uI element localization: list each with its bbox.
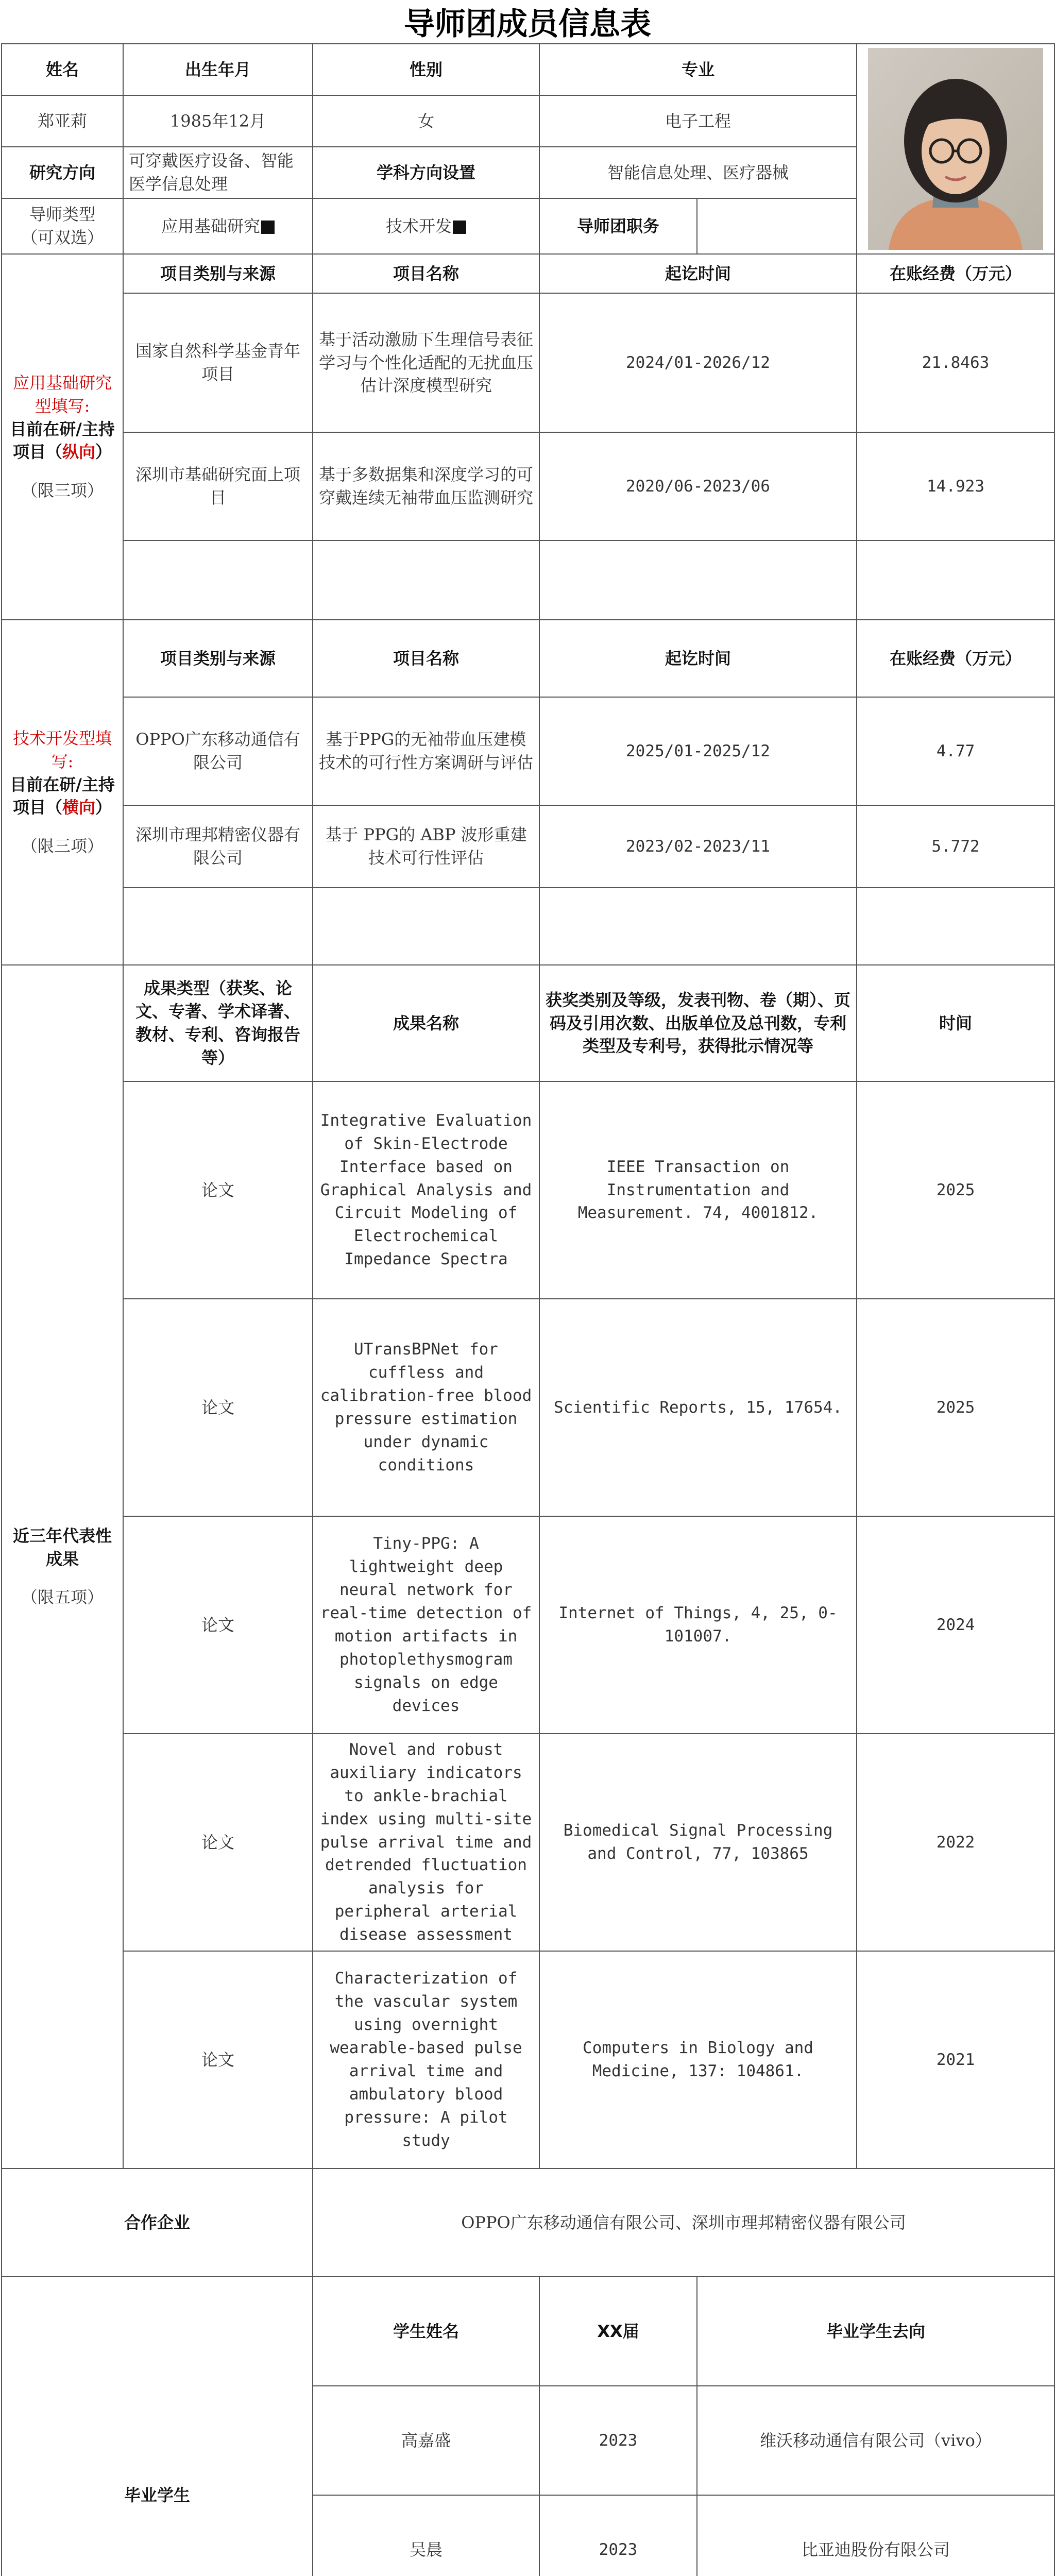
mentor-birth: 1985年12月	[123, 95, 313, 147]
achievement-year: 2022	[857, 1734, 1054, 1951]
tech-dev-desc: 目前在研/主持项目（	[10, 774, 115, 818]
direction-header: 研究方向	[2, 147, 123, 198]
basic-research-title: 应用基础研究型填写:	[12, 373, 112, 416]
project-period: 2023/02-2023/11	[539, 805, 857, 888]
column-header: 项目类别与来源	[123, 620, 313, 697]
achievement-title: Characterization of the vascular system using overnight wearable-based pulse arrival time and ambulatory blood pressure: A pilot study	[313, 1951, 539, 2168]
column-header: 时间	[857, 965, 1054, 1081]
column-header: 成果名称	[313, 965, 539, 1081]
mentor-type-header	[2, 198, 123, 254]
empty-cell	[539, 540, 857, 620]
page-title: 导师团成员信息表	[404, 6, 651, 42]
achievement-title: UTransBPNet for cuffless and calibration-free blood pressure estimation under dynamic conditions	[313, 1299, 539, 1516]
achievement-year: 2025	[857, 1299, 1054, 1516]
achievement-type: 论文	[123, 1299, 313, 1516]
gender-header: 性别	[313, 44, 539, 95]
research-direction: 可穿戴医疗设备、智能医学信息处理	[123, 147, 313, 198]
type-note: （可双选）	[21, 228, 104, 247]
type-label: 导师类型	[29, 205, 95, 225]
achievement-title: Novel and robust auxiliary indicators to ankle-brachial index using multi-site pulse arrival time and detrended fluctuation analysis for peripheral arterial disease assessment	[313, 1734, 539, 1951]
column-header: 起讫时间	[539, 620, 857, 697]
partners-label: 合作企业	[2, 2168, 313, 2277]
mentor-info-table	[1, 43, 1055, 2576]
column-header: 项目类别与来源	[123, 254, 313, 293]
achievement-venue: Internet of Things, 4, 25, 0-101007.	[539, 1516, 857, 1734]
checked-box-icon	[453, 221, 466, 234]
project-source: 深圳市基础研究面上项目	[123, 432, 313, 540]
project-period: 2024/01-2026/12	[539, 293, 857, 432]
discipline-header: 学科方向设置	[313, 147, 539, 198]
student-name: 吴晨	[313, 2495, 539, 2576]
partners-value: OPPO广东移动通信有限公司、深圳市理邦精密仪器有限公司	[313, 2168, 1054, 2277]
achievement-title: Integrative Evaluation of Skin-Electrode Interface based on Graphical Analysis and Circuit Modeling of Electrochemical Impedance Spectra	[313, 1081, 539, 1299]
project-funding: 5.772	[857, 805, 1054, 888]
empty-cell	[123, 540, 313, 620]
tech-dev-kind: 横向	[62, 798, 95, 818]
student-class: 2023	[539, 2495, 697, 2576]
achievements-side	[2, 965, 123, 2168]
project-source: 深圳市理邦精密仪器有限公司	[123, 805, 313, 888]
achievement-type: 论文	[123, 1734, 313, 1951]
achievement-venue: Computers in Biology and Medicine, 137: 104861.	[539, 1951, 857, 2168]
column-header: 在账经费（万元）	[857, 254, 1054, 293]
project-funding: 4.77	[857, 697, 1054, 805]
tech-dev-desc-end: ）	[95, 798, 112, 818]
type-basic-label: 应用基础研究	[161, 216, 260, 236]
project-name: 基于活动激励下生理信号表征学习与个性化适配的无扰血压估计深度模型研究	[313, 293, 539, 432]
column-header: 学生姓名	[313, 2277, 539, 2386]
student-destination: 比亚迪股份有限公司	[697, 2495, 1054, 2576]
project-name: 基于多数据集和深度学习的可穿戴连续无袖带血压监测研究	[313, 432, 539, 540]
achievement-venue: IEEE Transaction on Instrumentation and Measurement. 74, 4001812.	[539, 1081, 857, 1299]
basic-research-kind: 纵向	[62, 442, 95, 462]
project-funding: 14.923	[857, 432, 1054, 540]
empty-cell	[857, 540, 1054, 620]
tech-dev-title: 技术开发型填写:	[12, 728, 112, 771]
column-header: 项目名称	[313, 254, 539, 293]
type-tech-option	[313, 198, 539, 254]
achievements-limit: （限五项）	[21, 1587, 104, 1607]
empty-cell	[313, 888, 539, 965]
basic-research-limit: （限三项）	[21, 481, 104, 501]
tech-dev-side	[2, 620, 123, 965]
role-header: 导师团职务	[539, 198, 697, 254]
achievement-year: 2025	[857, 1081, 1054, 1299]
column-header: XX届	[539, 2277, 697, 2386]
type-tech-label: 技术开发	[385, 216, 452, 236]
column-header: 毕业学生去向	[697, 2277, 1054, 2386]
achievement-venue: Biomedical Signal Processing and Control, 77, 103865	[539, 1734, 857, 1951]
role-value	[697, 198, 857, 254]
project-period: 2025/01-2025/12	[539, 697, 857, 805]
column-header: 成果类型（获奖、论文、专著、学术译著、教材、专利、咨询报告等）	[123, 965, 313, 1081]
column-header: 在账经费（万元）	[857, 620, 1054, 697]
achievement-type: 论文	[123, 1081, 313, 1299]
student-class: 2023	[539, 2386, 697, 2495]
checked-box-icon	[261, 221, 275, 234]
empty-cell	[539, 888, 857, 965]
major-header: 专业	[539, 44, 857, 95]
birth-header: 出生年月	[123, 44, 313, 95]
achievement-venue: Scientific Reports, 15, 17654.	[539, 1299, 857, 1516]
mentor-major: 电子工程	[539, 95, 857, 147]
empty-cell	[123, 888, 313, 965]
achievement-year: 2024	[857, 1516, 1054, 1734]
column-header: 项目名称	[313, 620, 539, 697]
achievement-type: 论文	[123, 1951, 313, 2168]
graduates-label: 毕业学生	[2, 2277, 313, 2576]
project-source: 国家自然科学基金青年项目	[123, 293, 313, 432]
portrait-image	[868, 48, 1043, 250]
type-basic-option	[123, 198, 313, 254]
student-destination: 维沃移动通信有限公司（vivo）	[697, 2386, 1054, 2495]
mentor-photo	[857, 44, 1054, 254]
achievements-title: 近三年代表性成果	[12, 1526, 112, 1569]
project-name: 基于PPG的无袖带血压建模技术的可行性方案调研与评估	[313, 697, 539, 805]
discipline-value: 智能信息处理、医疗器械	[539, 147, 857, 198]
basic-research-desc: 目前在研/主持项目（	[10, 419, 115, 462]
mentor-name: 郑亚莉	[2, 95, 123, 147]
basic-research-side	[2, 254, 123, 620]
achievement-title: Tiny-PPG: A lightweight deep neural network for real-time detection of motion artifacts in photoplethysmogram signals on edge devices	[313, 1516, 539, 1734]
column-header: 获奖类别及等级，发表刊物、卷（期）、页码及引用次数、出版单位及总刊数，专利类型及专利号，获得批示情况等	[539, 965, 857, 1081]
project-period: 2020/06-2023/06	[539, 432, 857, 540]
column-header: 起讫时间	[539, 254, 857, 293]
tech-dev-limit: （限三项）	[21, 836, 104, 856]
project-source: OPPO广东移动通信有限公司	[123, 697, 313, 805]
name-header: 姓名	[2, 44, 123, 95]
achievement-year: 2021	[857, 1951, 1054, 2168]
mentor-gender: 女	[313, 95, 539, 147]
project-funding: 21.8463	[857, 293, 1054, 432]
project-name: 基于 PPG的 ABP 波形重建技术可行性评估	[313, 805, 539, 888]
student-name: 高嘉盛	[313, 2386, 539, 2495]
empty-cell	[857, 888, 1054, 965]
basic-research-desc-end: ）	[95, 442, 112, 462]
empty-cell	[313, 540, 539, 620]
achievement-type: 论文	[123, 1516, 313, 1734]
